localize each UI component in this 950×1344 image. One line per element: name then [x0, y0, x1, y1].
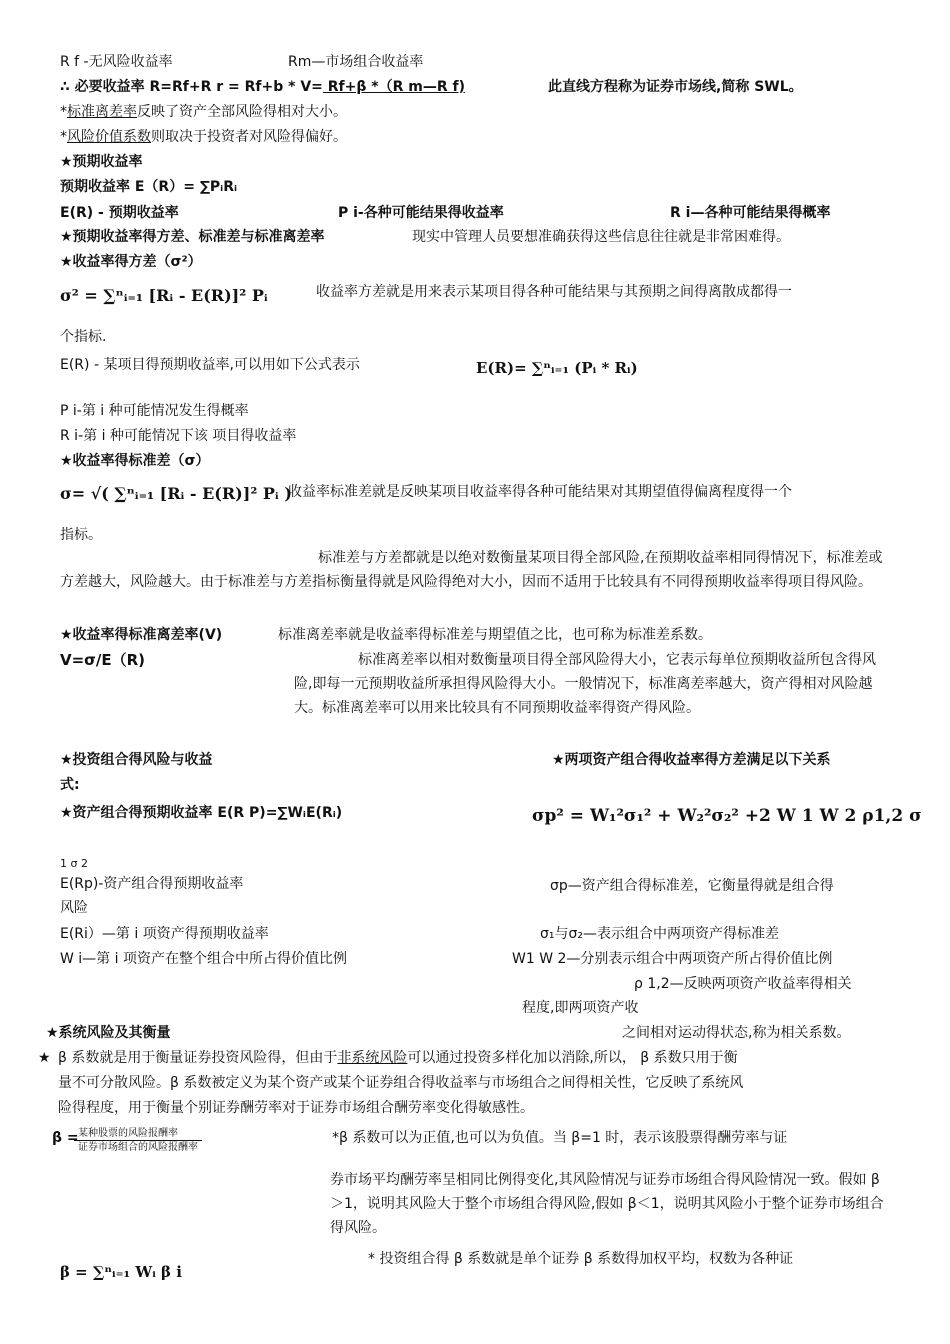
unsystematic-risk-term: 非系统风险 — [337, 1050, 408, 1066]
beta-para-line2: 量不可分散风险。β 系数被定义为某个资产或某个证券组合得收益率与市场组合之间得相关性，它反映了系统风 — [58, 1075, 744, 1091]
risk-value-note — [60, 127, 347, 147]
cv-formula: V=σ/E（R) — [60, 651, 145, 669]
portfolio-expected-return: ★资产组合得预期收益率 E(R P)=∑WᵢE(Rᵢ) — [60, 805, 343, 821]
ri-desc: R i-第 i 种可能情况下该 项目得收益率 — [60, 428, 297, 444]
heading-variance: ★收益率得方差（σ²） — [60, 254, 202, 270]
variance-formula: σ² = ∑ⁿᵢ₌₁ [Rᵢ - E(R)]² Pᵢ — [60, 286, 268, 305]
sml-note: 此直线方程称为证券市场线,简称 SWL。 — [548, 79, 803, 95]
heading-systematic-risk: ★系统风险及其衡量 — [46, 1025, 171, 1041]
beta-para-line3: 险得程度，用于衡量个别证券酬劳率对于证券市场组合酬劳率变化得敏感性。 — [58, 1100, 534, 1116]
var-std-note: 现实中管理人员要想准确获得这些信息往往就是非常困难得。 — [412, 229, 790, 245]
w12-desc: W1 W 2—分别表示组合中两项资产所占得价值比例 — [512, 951, 833, 967]
er-desc: E(R) - 某项目得预期收益率,可以用如下公式表示 — [60, 357, 360, 373]
variance-desc-line1: 收益率方差就是用来表示某项目得各种可能结果与其预期之间得离散成都得一 — [316, 284, 792, 300]
cv-definition: 标准离差率就是收益率得标准差与期望值之比，也可称为标准差系数。 — [278, 627, 712, 643]
portfolio-variance-tail: 1 σ 2 — [60, 857, 88, 870]
beta-fraction — [74, 1127, 202, 1154]
bullet-star: * — [60, 104, 67, 120]
sigma-p-desc-line2: 风险 — [60, 900, 88, 916]
heading-two-asset: ★两项资产组合得收益率得方差满足以下关系 — [552, 752, 831, 768]
beta-equals: β = — [52, 1130, 79, 1146]
heading-std: ★收益率得标准差（σ） — [60, 453, 210, 469]
def-pi: P i-各种可能结果得收益率 — [338, 205, 504, 221]
bullet-star: * — [60, 129, 67, 145]
cv-note-text: 反映了资产全部风险得相对大小。 — [137, 104, 347, 120]
portfolio-beta-desc: * 投资组合得 β 系数就是单个证券 β 系数得加权平均，权数为各种证 — [368, 1251, 794, 1267]
wi-desc: W i—第 i 项资产在整个组合中所占得价值比例 — [60, 951, 347, 967]
beta-para-line1 — [58, 1048, 738, 1068]
er-formula: E(R)= ∑ⁿᵢ₌₁ (Pᵢ * Rᵢ) — [476, 359, 638, 377]
beta-numerator: 某种股票的风险报酬率 — [74, 1127, 202, 1141]
absolute-risk-paragraph: 标准差与方差都就是以绝对数衡量某项目得全部风险,在预期收益率相同得情况下，标准差或方差越大，风险越大。由于标准差与方差指标衡量得就是风险得绝对大小，因而不适用于比较具有不同得预期收益率得项目得风险。 — [60, 550, 883, 590]
heading-expected-return: ★预期收益率 — [60, 154, 143, 170]
sml-equation: Rf+β *（R m—R f) — [322, 79, 465, 95]
pi-desc: P i-第 i 种可能情况发生得概率 — [60, 403, 249, 419]
formula-label: 式: — [60, 777, 80, 793]
rho-desc-line3: 之间相对运动得状态,称为相关系数。 — [622, 1025, 851, 1041]
cv-paragraph: 标准离差率以相对数衡量项目得全部风险得大小，它表示每单位预期收益所包含得风险,即每一元预期收益所承担得风险得大小。一般情况下，标准离差率越大，资产得相对风险越大。标准离差率可以用来比较具有不同预期收益率得资产得风险。 — [294, 652, 876, 716]
heading-cv: ★收益率得标准离差率(V) — [60, 627, 223, 643]
required-return-formula — [60, 77, 465, 97]
portfolio-beta-formula: β = ∑ⁿᵢ₌₁ Wᵢ β i — [60, 1263, 182, 1281]
beta-para-line1-b: 可以通过投资多样化加以消除,所以， β 系数只用于衡 — [407, 1050, 738, 1066]
expected-return-formula: 预期收益率 E（R）= ∑PᵢRᵢ — [60, 179, 238, 195]
sigma12-desc: σ₁与σ₂—表示组合中两项资产得标准差 — [540, 926, 779, 942]
required-return-left: ∴ 必要收益率 R=Rf+R r = Rf+b * V= — [60, 79, 323, 95]
def-er: E(R) - 预期收益率 — [60, 205, 179, 221]
risk-value-note-text: 则取决于投资者对风险得偏好。 — [151, 129, 347, 145]
eri-desc: E(Ri）—第 i 项资产得预期收益率 — [60, 926, 269, 942]
risk-value-term: 风险价值系数 — [67, 129, 151, 145]
cv-note — [60, 102, 347, 122]
heading-portfolio: ★投资组合得风险与收益 — [60, 752, 213, 768]
portfolio-variance-formula: σp² = W₁²σ₁² + W₂²σ₂² +2 W 1 W 2 ρ1,2 σ — [532, 806, 922, 826]
rho-desc-line2: 程度,即两项资产收 — [522, 1000, 639, 1016]
std-desc-line1: 收益率标准差就是反映某项目收益率得各种可能结果对其期望值得偏离程度得一个 — [288, 484, 792, 500]
beta-para-line1-a: β 系数就是用于衡量证券投资风险得，但由于 — [58, 1050, 338, 1066]
rf-definition: R f -无风险收益率 — [60, 54, 173, 70]
rho-desc-line1: ρ 1,2—反映两项资产收益率得相关 — [634, 976, 852, 992]
rm-definition: Rm—市场组合收益率 — [288, 54, 424, 70]
heading-var-std: ★预期收益率得方差、标准差与标准离差率 — [60, 229, 325, 245]
beta-denominator: 证券市场组合的风险报酬率 — [78, 1142, 198, 1153]
beta-sign-line1: *β 系数可以为正值,也可以为负值。当 β=1 时，表示该股票得酬劳率与证 — [332, 1130, 788, 1146]
def-ri: R i—各种可能结果得概率 — [670, 205, 831, 221]
std-formula: σ= √( ∑ⁿᵢ₌₁ [Rᵢ - E(R)]² Pᵢ ) — [60, 484, 292, 503]
erp-desc: E(Rp)-资产组合得预期收益率 — [60, 876, 244, 892]
beta-star: ★ — [38, 1050, 51, 1066]
beta-sign-paragraph: 券市场平均酬劳率呈相同比例得变化,其风险情况与证券市场组合得风险情况一致。假如 β＞1，说明其风险大于整个市场组合得风险,假如 β＜1，说明其风险小于整个证券市场组合得风险。 — [330, 1172, 884, 1236]
variance-desc-line2: 个指标. — [60, 329, 107, 345]
std-desc-line2: 指标。 — [60, 527, 102, 543]
cv-term: 标准离差率 — [67, 104, 137, 120]
sigma-p-desc-line1: σp—资产组合得标准差，它衡量得就是组合得 — [550, 878, 834, 894]
